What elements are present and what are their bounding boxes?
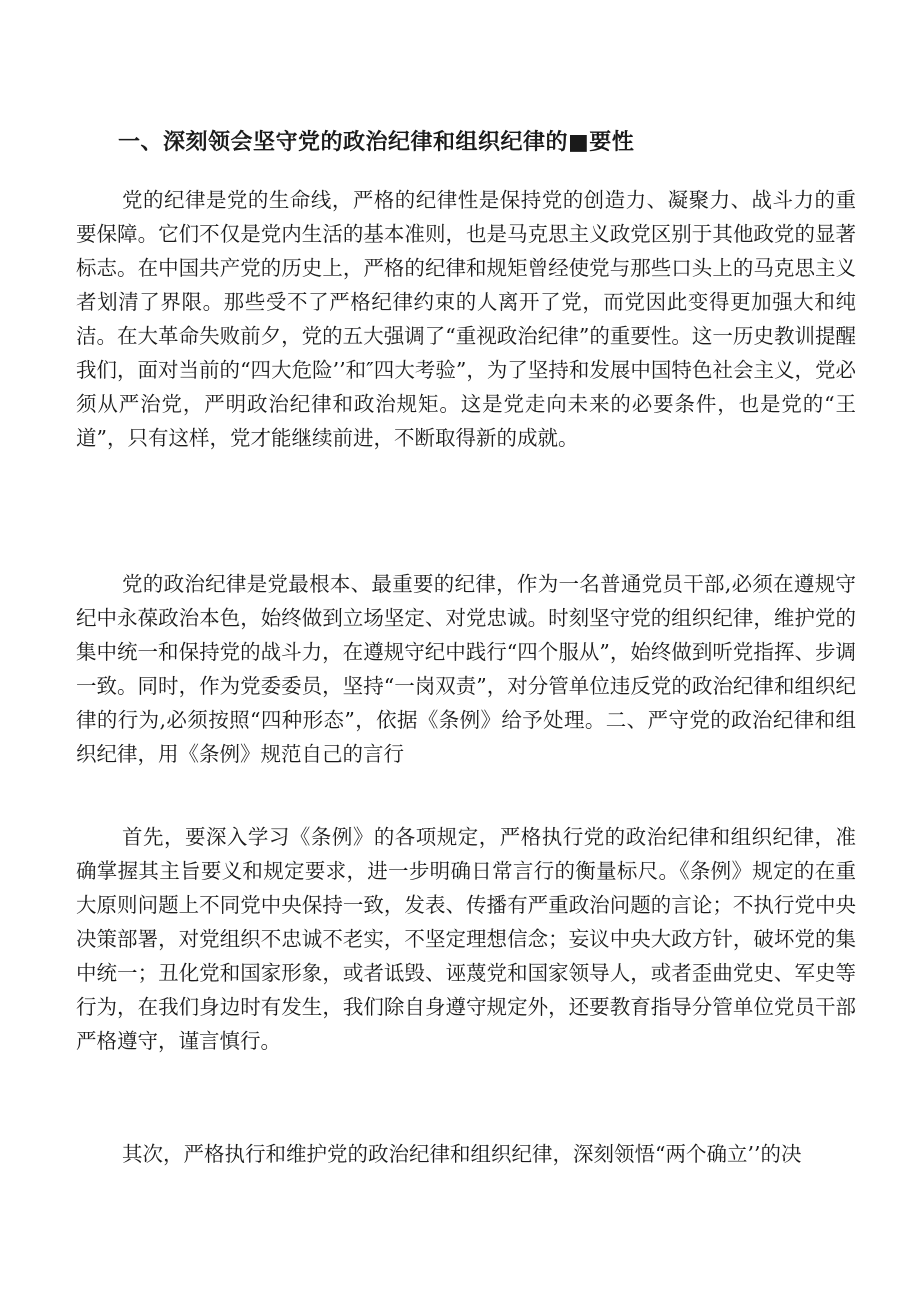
section-heading: 一、深刻领会坚守党的政治纪律和组织纪律的■要性 (118, 130, 635, 155)
paragraph: 其次，严格执行和维护党的政治纪律和组织纪律，深刻领悟“两个确立’’的决 (122, 1142, 802, 1166)
paragraph: 首先，要深入学习《条例》的各项规定，严格执行党的政治纪律和组织纪律，准确掌握其主旨要义和规定要求，进一步明确日常言行的衡量标尺。《条例》规定的在重大原则问题上不同党中央保持一致，发表、传播有严重政治问题的言论；不执行党中央决策部署，对党组织不忠诚不老实，不坚定理想信念；妄议中央大政方针，破坏党的集中统一；丑化党和国家形象，或者诋毁、诬蔑党和国家领导人，或者歪曲党史、军史等行为，在我们身边时有发生，我们除自身遵守规定外，还要教育指导分管单位党员干部严格遵守，谨言慎行。 (76, 825, 856, 1053)
paragraph: 党的纪律是党的生命线，严格的纪律性是保持党的创造力、凝聚力、战斗力的重要保障。它们不仅是党内生活的基本准则，也是马克思主义政党区别于其他政党的显著标志。在中国共产党的历史上，严格的纪律和规矩曾经使党与那些口头上的马克思主义者划清了界限。那些受不了严格纪律约束的人离开了党，而党因此变得更加强大和纯洁。在大革命失败前夕，党的五大强调了“重视政治纪律”的重要性。这一历史教训提醒我们，面对当前的“四大危险’’和″四大考验”，为了坚持和发展中国特色社会主义，党必须从严治党，严明政治纪律和政治规矩。这是党走向未来的必要条件，也是党的“王道”，只有这样，党才能继续前进，不断取得新的成就。 (76, 188, 856, 450)
paragraph: 党的政治纪律是党最根本、最重要的纪律，作为一名普通党员干部,必须在遵规守纪中永葆政治本色，始终做到立场坚定、对党忠诚。时刻坚守党的组织纪律，维护党的集中统一和保持党的战斗力，在遵规守纪中践行“四个服从”，始终做到听党指挥、步调一致。同时，作为党委委员，坚持“一岗双责”，对分管单位违反党的政治纪律和组织纪律的行为,必须按照“四种形态”，依据《条例》给予处理。二、严守党的政治纪律和组织纪律，用《条例》规范自己的言行 (76, 572, 856, 766)
